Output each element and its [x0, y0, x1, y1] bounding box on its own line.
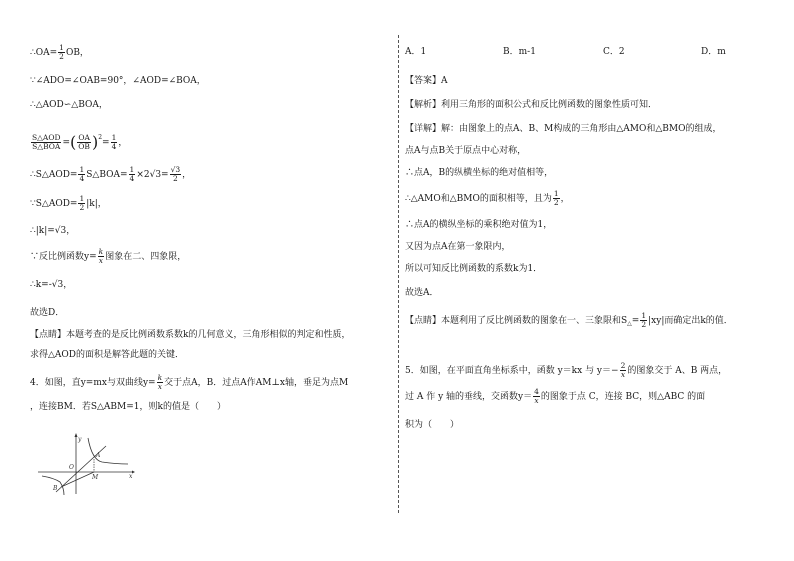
- text: |k|，: [86, 199, 107, 209]
- fraction: [78, 195, 85, 212]
- label-a: A: [96, 452, 101, 459]
- denominator: x: [534, 396, 539, 405]
- step-area-k: [30, 195, 107, 212]
- label-m: M: [92, 474, 99, 481]
- label-b: B: [53, 485, 58, 492]
- text: ∵反比例函数y=: [30, 252, 97, 262]
- answer-line: 【答案】A: [405, 76, 448, 86]
- choice-a: A．1: [405, 47, 427, 57]
- text: 交于点A，B．过点A作AM⊥x轴，垂足为点M: [164, 378, 349, 388]
- fraction: [170, 166, 182, 183]
- detail-line-8: 故选A．: [405, 288, 439, 298]
- denominator: 2: [553, 198, 559, 207]
- step-area-aod: [30, 166, 191, 183]
- question-5-line-2: [405, 388, 705, 405]
- fraction: [98, 248, 105, 265]
- right-paren: ): [91, 132, 99, 152]
- fraction: [31, 134, 61, 151]
- comment-line-2: 求得△AOD的面积是解答此题的关键．: [30, 350, 185, 360]
- step-abs-k: ∴|k|=√3，: [30, 226, 76, 236]
- detail-line-1: 【详解】解：由图象上的点A、B、M构成的三角形由△AMO和△BMO的组成，: [405, 124, 722, 134]
- denominator: 2: [172, 174, 178, 183]
- numerator: 1: [129, 165, 135, 174]
- numerator: 1: [641, 311, 647, 320]
- denominator: 4: [79, 174, 85, 183]
- detail-line-5: ∴点A的横纵坐标的乘积绝对值为1，: [405, 220, 553, 230]
- step-k-value: ∴k=-√3，: [30, 280, 73, 290]
- text: ∴△AMO和△BMO的面积相等，且为: [405, 194, 552, 204]
- fraction: [553, 190, 560, 207]
- text: =: [631, 316, 640, 326]
- step-oa-ob: [30, 44, 89, 61]
- numerator: 1: [59, 43, 64, 52]
- subscript: △: [627, 320, 632, 327]
- numerator: 1: [111, 133, 117, 142]
- analysis-line: 【解析】利用三角形的面积公式和反比例函数的图象性质可知．: [405, 100, 658, 110]
- numerator: OA: [78, 133, 90, 142]
- answer-choices: [405, 44, 775, 58]
- text: 图象在二、四象限，: [105, 252, 187, 262]
- denominator: x: [157, 382, 162, 391]
- detail-line-2: 点A与点B关于原点中心对称，: [405, 146, 527, 156]
- fraction: [533, 388, 540, 405]
- question-4-line-2: ，连接BM．若S△ABM=1，则k的值是（ ）: [30, 402, 226, 412]
- question-5-line-1: [405, 362, 727, 379]
- column-divider: [398, 35, 399, 513]
- denominator: x: [620, 370, 626, 379]
- numerator: 1: [553, 189, 559, 198]
- question-5-line-3: 积为（ ）: [405, 420, 460, 430]
- numerator: k: [98, 247, 104, 256]
- label-o: O: [69, 464, 74, 471]
- denominator: x: [98, 256, 104, 265]
- text: 的图象于点 C，连接 BC，则△ABC 的面: [540, 392, 706, 402]
- numerator: k: [157, 373, 163, 382]
- step-angles: ∵∠ADO=∠OAB=90°，∠AOD=∠BOA，: [30, 76, 206, 86]
- text: 【点睛】本题利用了反比例函数的图象在一、三象限和S: [405, 316, 628, 326]
- text: =: [102, 138, 110, 148]
- step-quadrants: [30, 248, 186, 265]
- numerator: √3: [170, 165, 181, 174]
- step-similar: ∴△AOD∽△BOA，: [30, 100, 108, 110]
- fraction: [129, 166, 136, 183]
- fraction: [157, 374, 164, 391]
- label-y: y: [78, 436, 82, 443]
- text: 5．如图，在平面直角坐标系中，函数 y＝kx 与 y＝−: [405, 366, 619, 376]
- denominator: 2: [641, 320, 647, 329]
- exponent: 2: [98, 134, 103, 141]
- detail-line-3: ∴点A，B的纵横坐标的绝对值相等，: [405, 168, 554, 178]
- text: ×2√3=: [136, 170, 169, 180]
- left-paren: (: [70, 132, 77, 152]
- detail-line-6: 又因为点A在第一象限内，: [405, 242, 511, 252]
- text: 4．如图，直y=mx与双曲线y=: [30, 378, 156, 388]
- step-area-ratio: [30, 124, 127, 157]
- text: ，: [182, 170, 192, 180]
- denominator: 2: [59, 52, 64, 61]
- numerator: 2: [620, 361, 626, 370]
- text: ，: [560, 194, 570, 204]
- text: ∴S△AOD=: [30, 170, 78, 180]
- text: |xy|而确定出k的值．: [648, 316, 733, 326]
- numerator: 4: [534, 387, 539, 396]
- x-axis-arrow: [132, 471, 135, 474]
- numerator: 1: [79, 194, 85, 203]
- fraction: [640, 312, 647, 329]
- text: S△BOA=: [86, 170, 128, 180]
- numerator: 1: [79, 165, 85, 174]
- text: ∵S△AOD=: [30, 199, 78, 209]
- comment-line: [405, 312, 733, 331]
- fraction: [58, 44, 65, 61]
- choice-b: B．m-1: [503, 47, 536, 57]
- fraction: [620, 362, 627, 379]
- denominator: 4: [129, 174, 135, 183]
- question-4-figure: [36, 432, 136, 496]
- comment-line-1: 【点睛】本题考查的是反比例函数系数k的几何意义，三角形相似的判定和性质，: [30, 330, 351, 340]
- text: OB，: [65, 48, 89, 58]
- fraction: [77, 134, 91, 151]
- choice-c: C．2: [603, 47, 625, 57]
- label-x: x: [129, 473, 133, 480]
- detail-line-7: 所以可知反比例函数的系数k为1．: [405, 264, 543, 274]
- denominator: OB: [78, 142, 90, 151]
- answer-choice: 故选D．: [30, 308, 65, 318]
- fraction: [111, 134, 118, 151]
- denominator: 2: [79, 203, 85, 212]
- denominator: 4: [111, 142, 117, 151]
- detail-line-4: [405, 190, 570, 207]
- text: =: [62, 138, 71, 148]
- segment-bm: [61, 472, 94, 487]
- text: ∴OA=: [30, 48, 58, 58]
- question-4-line-1: [30, 374, 348, 391]
- text: 的图象交于 A、B 两点，: [627, 366, 728, 376]
- choice-d: D．m: [701, 47, 726, 57]
- fraction: [78, 166, 85, 183]
- denominator: S△BOA: [32, 142, 61, 151]
- text: ，: [118, 138, 128, 148]
- text: 过 A 作 y 轴的垂线，交函数y＝: [405, 392, 533, 402]
- numerator: S△AOD: [32, 133, 61, 142]
